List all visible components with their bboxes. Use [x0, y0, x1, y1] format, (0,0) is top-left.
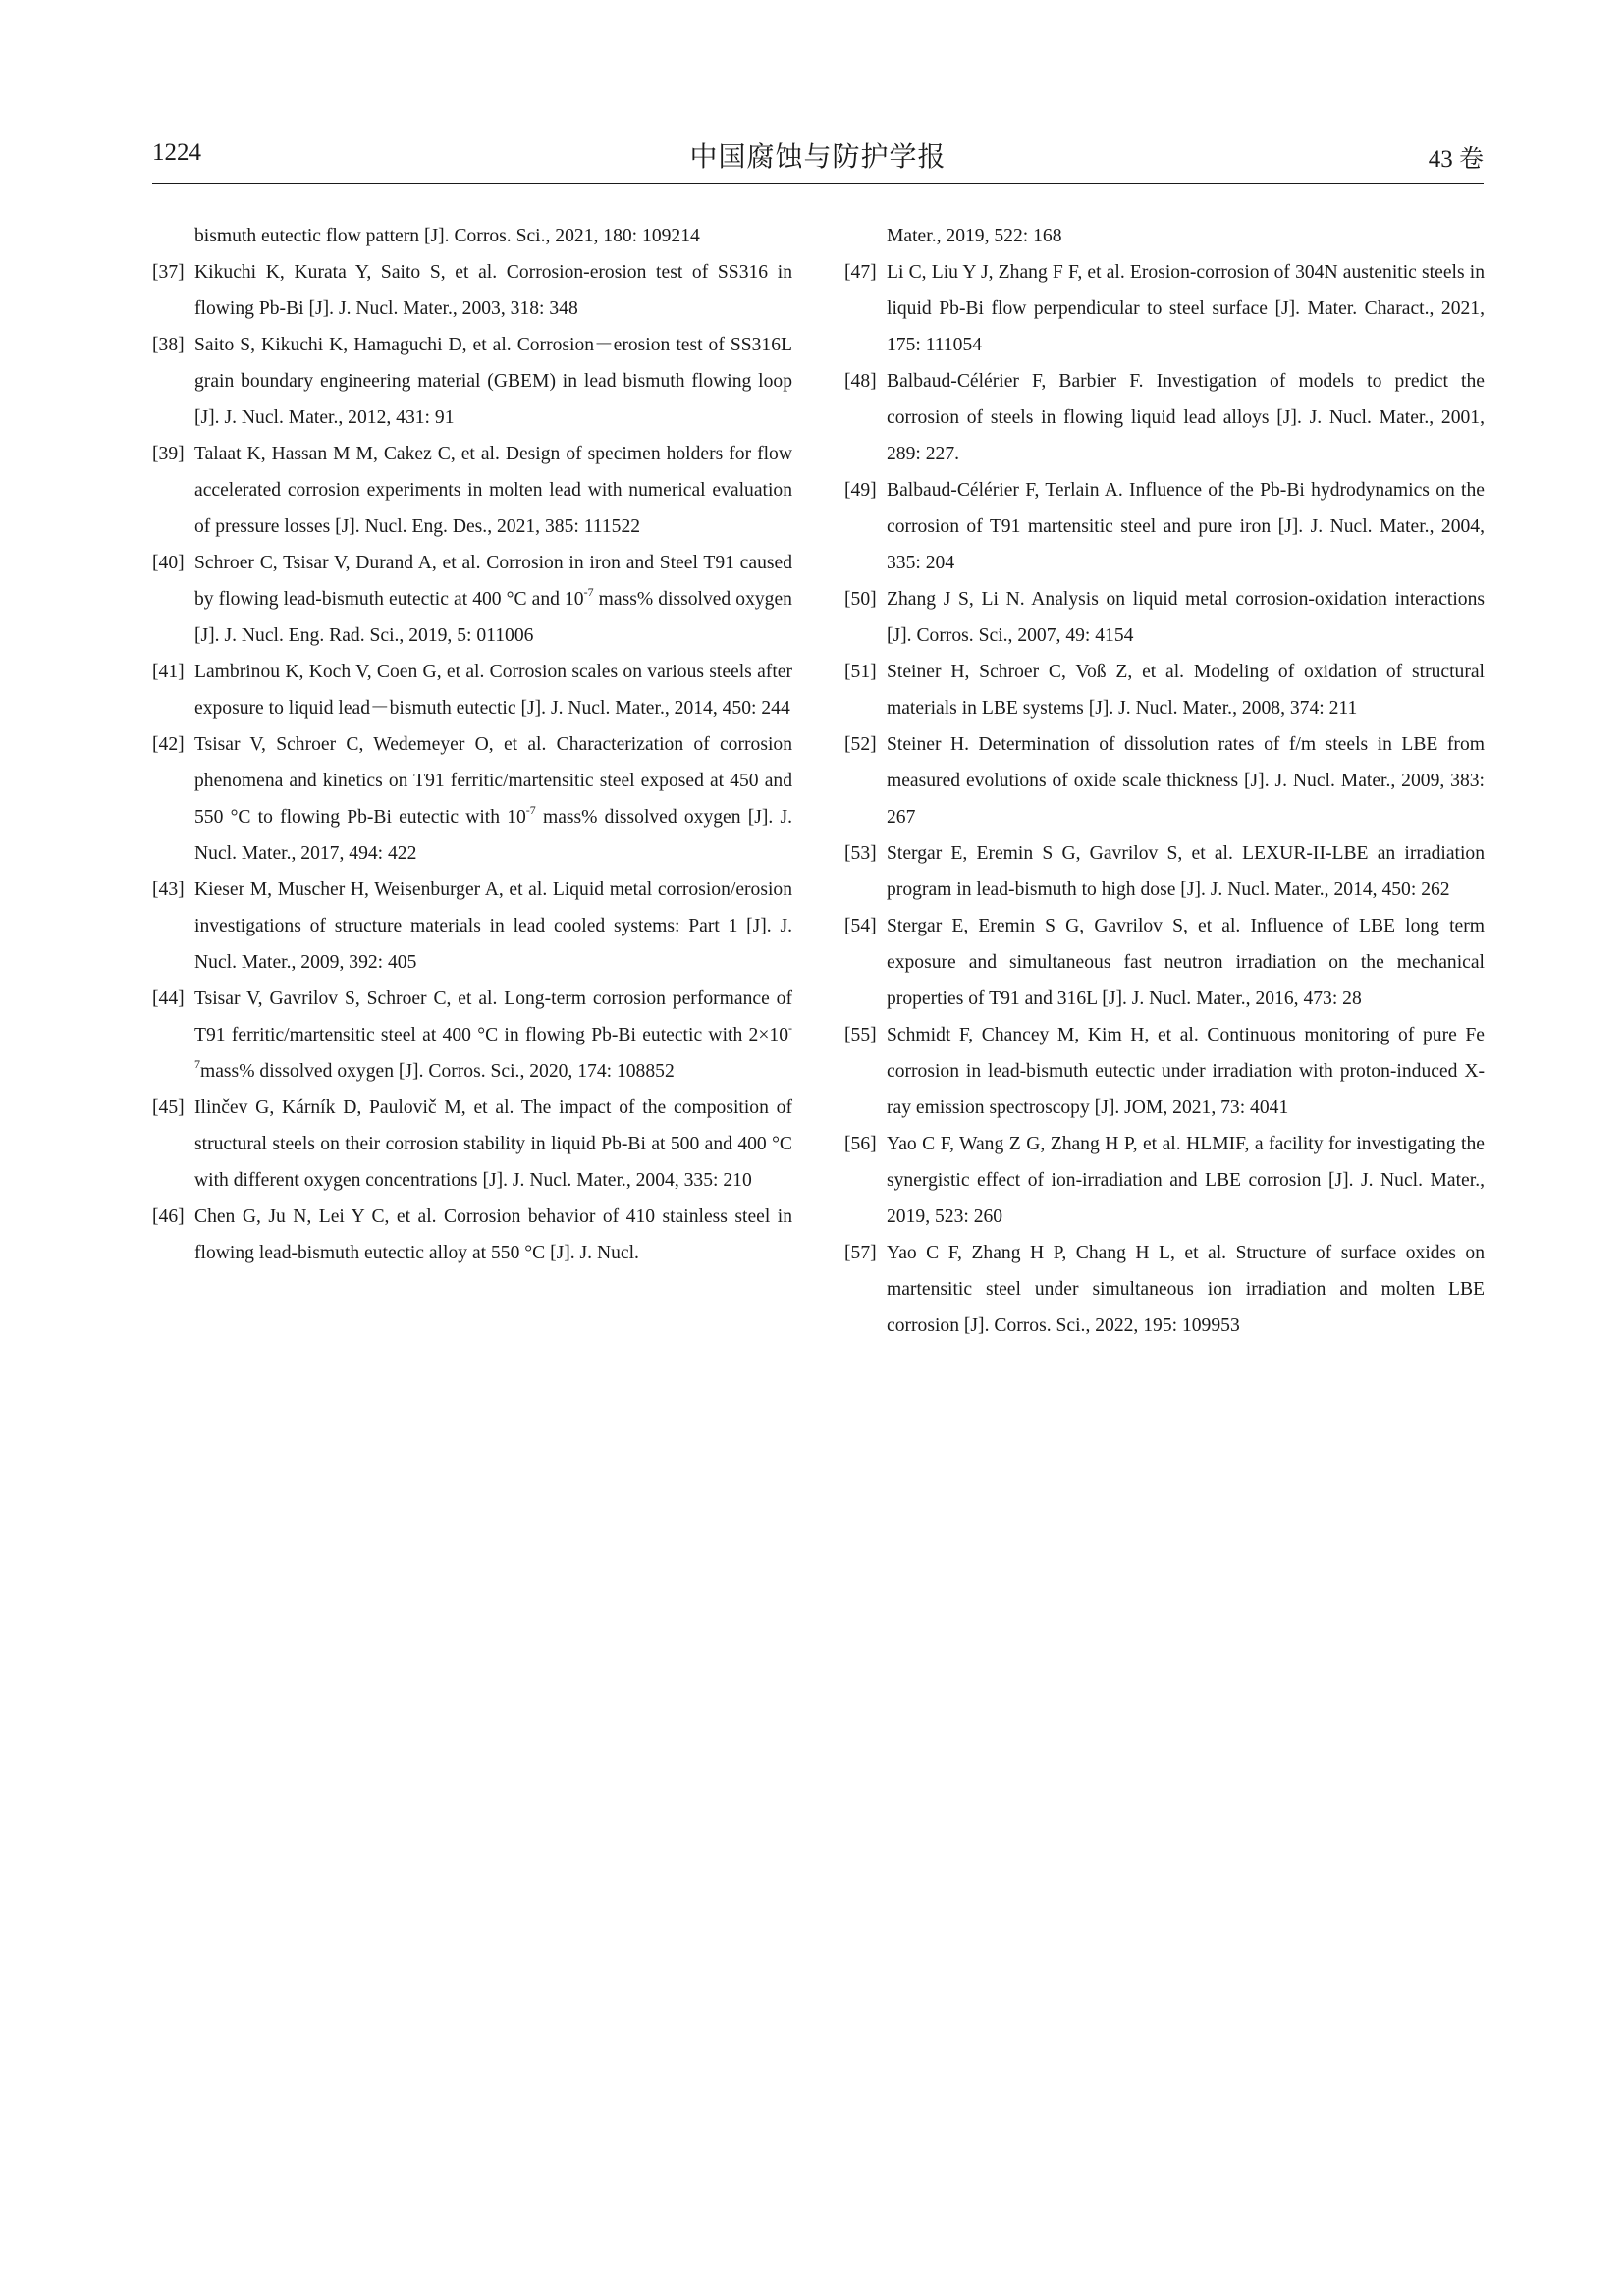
reference-text: Yao C F, Wang Z G, Zhang H P, et al. HLMIF, a facility for investigating the synergistic effect of ion-irradiation and LBE corrosion [J]. J. Nucl. Mater., 2019, 523: 260: [887, 1134, 1485, 1227]
reference-48: [844, 363, 1485, 472]
reference-text: Zhang J S, Li N. Analysis on liquid metal corrosion-oxidation interactions [J]. Corros. Sci., 2007, 49: 4154: [887, 589, 1485, 646]
left-reference-column: [152, 218, 792, 1271]
reference-label: [45]: [152, 1097, 185, 1118]
superscript-exponent: -7: [194, 1021, 792, 1071]
reference-55: [844, 1017, 1485, 1126]
reference-50: [844, 581, 1485, 654]
reference-51: [844, 654, 1485, 726]
reference-49: [844, 472, 1485, 581]
reference-43: [152, 872, 792, 981]
journal-title: 中国腐蚀与防护学报: [689, 140, 947, 173]
reference-continuation: Mater., 2019, 522: 168: [887, 226, 1062, 246]
page-number: 1224: [152, 139, 201, 166]
reference-label: [47]: [844, 262, 877, 283]
reference-text: Yao C F, Zhang H P, Chang H L, et al. Structure of surface oxides on martensitic steel under simultaneous ion irradiation and molten LBE corrosion [J]. Corros. Sci., 2022, 195: 109953: [887, 1243, 1485, 1336]
volume-label: 43 卷: [1428, 146, 1484, 173]
reference-label: [44]: [152, 988, 185, 1009]
reference-text: Stergar E, Eremin S G, Gavrilov S, et al. Influence of LBE long term exposure and simultaneous fast neutron irradiation on the mechanical properties of T91 and 316L [J]. J. Nucl. Mater., 2016, 473: 28: [887, 916, 1485, 1009]
reference-text: Kikuchi K, Kurata Y, Saito S, et al. Corrosion-erosion test of SS316 in flowing Pb-Bi [J]. J. Nucl. Mater., 2003, 318: 348: [194, 262, 792, 319]
reference-text: Ilinčev G, Kárník D, Paulovič M, et al. The impact of the composition of structural steels on their corrosion stability in liquid Pb-Bi at 500 and 400 °C with different oxygen concentrations [J]. J. Nucl. Mater., 2004, 335: 210: [194, 1097, 792, 1191]
reference-label: [55]: [844, 1025, 877, 1045]
reference-45: [152, 1090, 792, 1199]
reference-52: [844, 726, 1485, 835]
reference-text: Schroer C, Tsisar V, Durand A, et al. Corrosion in iron and Steel T91 caused by flowing lead-bismuth eutectic at 400 °C and 10: [194, 553, 792, 610]
reference-57: [844, 1235, 1485, 1344]
reference-label: [39]: [152, 444, 185, 464]
reference-text: Talaat K, Hassan M M, Cakez C, et al. Design of specimen holders for flow accelerated corrosion experiments in molten lead with numerical evaluation of pressure losses [J]. Nucl. Eng. Des., 2021, 385: 111522: [194, 444, 792, 537]
superscript-exponent: -7: [583, 585, 594, 599]
reference-label: [57]: [844, 1243, 877, 1263]
reference-text: Balbaud-Célérier F, Barbier F. Investigation of models to predict the corrosion of steels in flowing liquid lead alloys [J]. J. Nucl. Mater., 2001, 289: 227.: [887, 371, 1485, 464]
reference-38: [152, 327, 792, 436]
reference-text: Chen G, Ju N, Lei Y C, et al. Corrosion behavior of 410 stainless steel in flowing lead-bismuth eutectic alloy at 550 °C [J]. J. Nucl.: [194, 1206, 792, 1263]
reference-text: Steiner H. Determination of dissolution rates of f/m steels in LBE from measured evolutions of oxide scale thickness [J]. J. Nucl. Mater., 2009, 383: 267: [887, 734, 1485, 828]
reference-56: [844, 1126, 1485, 1235]
reference-label: [42]: [152, 734, 185, 755]
superscript-exponent: -7: [525, 803, 536, 817]
reference-text: Steiner H, Schroer C, Voß Z, et al. Modeling of oxidation of structural materials in LBE systems [J]. J. Nucl. Mater., 2008, 374: 211: [887, 662, 1485, 719]
reference-40: [152, 545, 792, 654]
reference-label: [38]: [152, 335, 185, 355]
reference-label: [37]: [152, 262, 185, 283]
reference-text: Saito S, Kikuchi K, Hamaguchi D, et al. Corrosion－erosion test of SS316L grain boundary engineering material (GBEM) in lead bismuth flowing loop [J]. J. Nucl. Mater., 2012, 431: 91: [194, 335, 792, 428]
reference-text: mass% dissolved oxygen [J]. J. Nucl. Mater., 2017, 494: 422: [194, 807, 792, 864]
reference-label: [50]: [844, 589, 877, 610]
reference-text: Balbaud-Célérier F, Terlain A. Influence of the Pb-Bi hydrodynamics on the corrosion of T91 martensitic steel and pure iron [J]. J. Nucl. Mater., 2004, 335: 204: [887, 480, 1485, 573]
reference-label: [40]: [152, 553, 185, 573]
reference-44: [152, 981, 792, 1090]
reference-label: [56]: [844, 1134, 877, 1154]
reference-46: [152, 1199, 792, 1271]
reference-label: [43]: [152, 880, 185, 900]
reference-label: [46]: [152, 1206, 185, 1227]
reference-text: Li C, Liu Y J, Zhang F F, et al. Erosion-corrosion of 304N austenitic steels in liquid Pb-Bi flow perpendicular to steel surface [J]. Mater. Charact., 2021, 175: 111054: [887, 262, 1485, 355]
reference-text: Tsisar V, Gavrilov S, Schroer C, et al. Long-term corrosion performance of T91 ferritic/martensitic steel at 400 °C in flowing Pb-Bi eutectic with 2×10: [194, 988, 792, 1045]
reference-label: [54]: [844, 916, 877, 936]
reference-53: [844, 835, 1485, 908]
reference-continuation: bismuth eutectic flow pattern [J]. Corros. Sci., 2021, 180: 109214: [194, 226, 700, 246]
reference-text: mass% dissolved oxygen [J]. J. Nucl. Eng. Rad. Sci., 2019, 5: 011006: [194, 589, 792, 646]
reference-label: [51]: [844, 662, 877, 682]
reference-41: [152, 654, 792, 726]
reference-text: Kieser M, Muscher H, Weisenburger A, et al. Liquid metal corrosion/erosion investigations of structure materials in lead cooled systems: Part 1 [J]. J. Nucl. Mater., 2009, 392: 405: [194, 880, 792, 973]
reference-label: [49]: [844, 480, 877, 501]
reference-label: [48]: [844, 371, 877, 392]
reference-label: [52]: [844, 734, 877, 755]
reference-47: [844, 254, 1485, 363]
reference-42: [152, 726, 792, 872]
reference-39: [152, 436, 792, 545]
reference-text: Tsisar V, Schroer C, Wedemeyer O, et al. Characterization of corrosion phenomena and kinetics on T91 ferritic/martensitic steel exposed at 450 and 550 °C to flowing Pb-Bi eutectic with 10: [194, 734, 792, 828]
reference-label: [53]: [844, 843, 877, 864]
page-header: [152, 135, 1484, 184]
reference-text: Schmidt F, Chancey M, Kim H, et al. Continuous monitoring of pure Fe corrosion in lead-bismuth eutectic under irradiation with proton-induced X-ray emission spectroscopy [J]. JOM, 2021, 73: 4041: [887, 1025, 1485, 1118]
reference-label: [41]: [152, 662, 185, 682]
reference-text: mass% dissolved oxygen [J]. Corros. Sci., 2020, 174: 108852: [200, 1061, 675, 1082]
reference-text: Lambrinou K, Koch V, Coen G, et al. Corrosion scales on various steels after exposure to liquid lead－bismuth eutectic [J]. J. Nucl. Mater., 2014, 450: 244: [194, 662, 792, 719]
reference-text: Stergar E, Eremin S G, Gavrilov S, et al. LEXUR-II-LBE an irradiation program in lead-bismuth to high dose [J]. J. Nucl. Mater., 2014, 450: 262: [887, 843, 1485, 900]
reference-37: [152, 254, 792, 327]
reference-54: [844, 908, 1485, 1017]
right-reference-column: [844, 218, 1485, 1344]
